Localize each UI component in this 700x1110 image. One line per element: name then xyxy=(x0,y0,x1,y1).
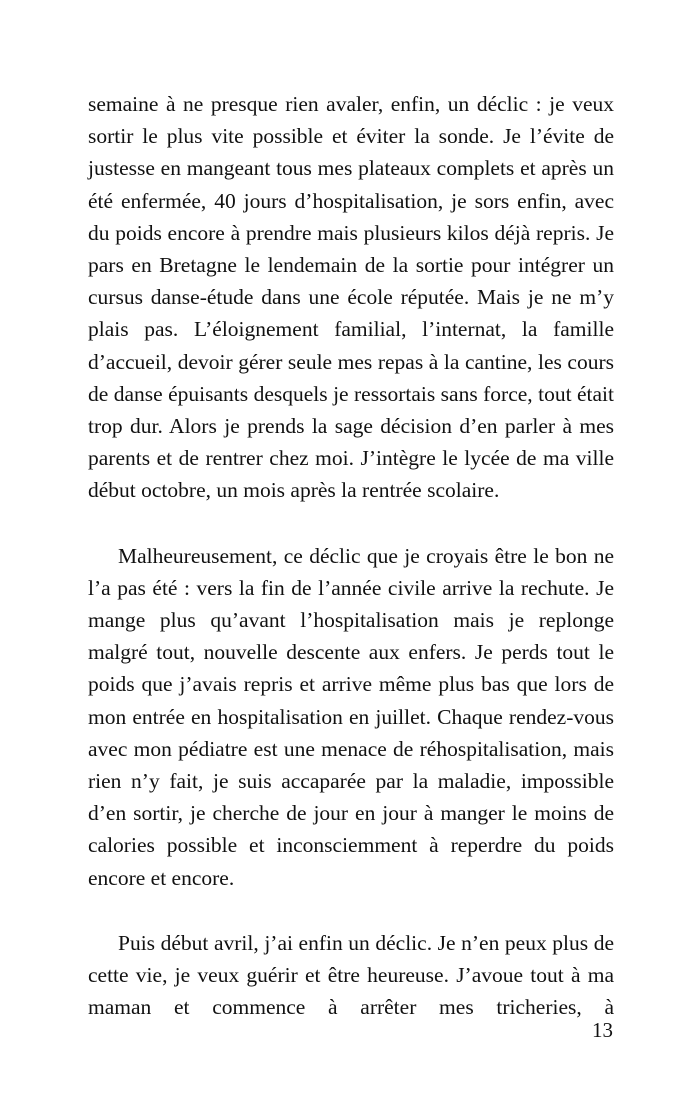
page-body xyxy=(88,88,614,1023)
page-number: 13 xyxy=(592,1018,613,1042)
paragraph-1: semaine à ne presque rien avaler, enfin, un déclic : je veux sortir le plus vite possible et éviter la sonde. Je l’évite de justesse en mangeant tous mes plateaux complets et après un été enfermée, 40 jours d’hospitalisation, je sors enfin, avec du poids encore à prendre mais plusieurs kilos déjà repris. Je pars en Bretagne le lendemain de la sortie pour intégrer un cursus danse-étude dans une école réputée. Mais je ne m’y plais pas. L’éloignement familial, l’internat, la famille d’accueil, devoir gérer seule mes repas à la cantine, les cours de danse épuisants desquels je ressortais sans force, tout était trop dur. Alors je prends la sage décision d’en parler à mes parents et de rentrer chez moi. J’intègre le lycée de ma ville début octobre, un mois après la rentrée scolaire. xyxy=(88,92,614,503)
paragraph-gap xyxy=(88,507,614,540)
paragraph-3: Puis début avril, j’ai enfin un déclic. Je n’en peux plus de cette vie, je veux guérir et être heureuse. J’avoue tout à ma maman et commence à arrêter mes tricheries, à xyxy=(88,930,614,1020)
paragraph-2: Malheureusement, ce déclic que je croyais être le bon ne l’a pas été : vers la fin de l’année civile arrive la rechute. Je mange plus qu’avant l’hospitalisation mais je replonge malgré tout, nouvelle descente aux enfers. Je perds tout le poids que j’avais repris et arrive même plus bas que lors de mon entrée en hospitalisation en juillet. Chaque rendez-vous avec mon pédiatre est une menace de réhospitalisation, mais rien n’y fait, je suis accaparée par la maladie, impossible d’en sortir, je cherche de jour en jour à manger le moins de calories possible et inconsciemment à reperdre du poids encore et encore. xyxy=(88,543,614,890)
paragraph-gap xyxy=(88,894,614,927)
